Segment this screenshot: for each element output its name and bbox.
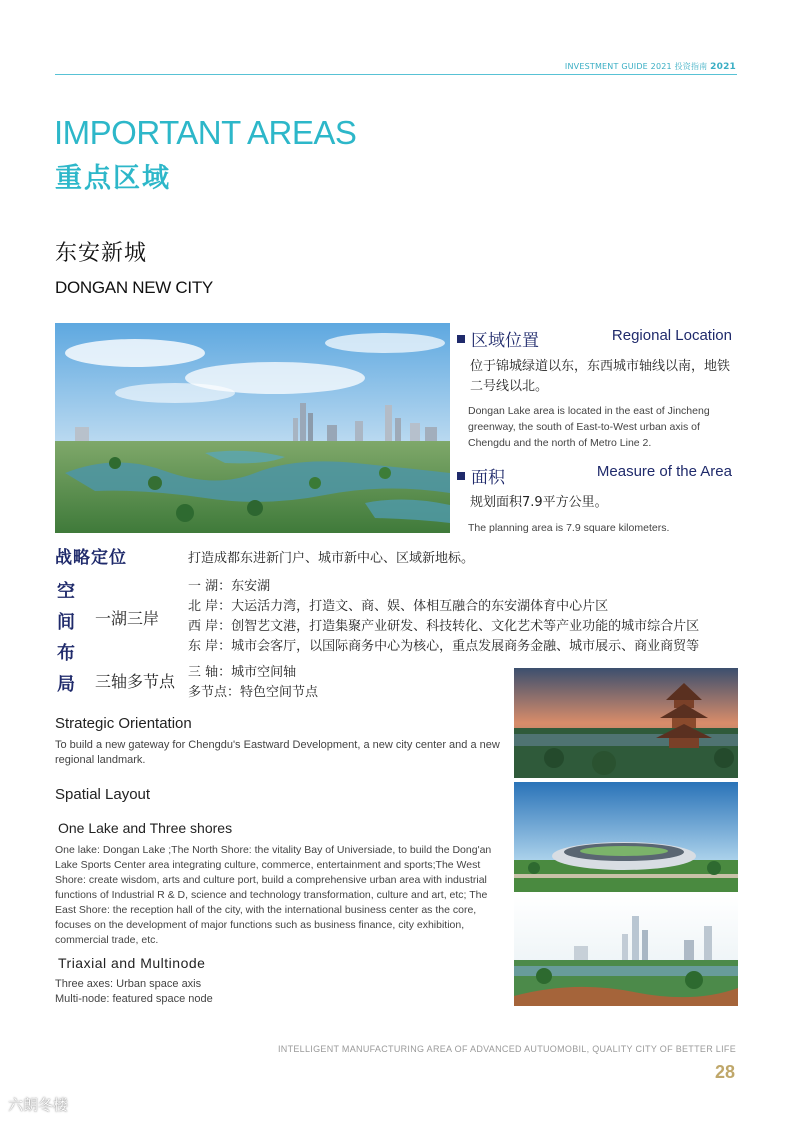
header-divider	[55, 74, 737, 75]
page-title-en: IMPORTANT AREAS	[54, 114, 357, 151]
area-heading-en: Measure of the Area	[596, 463, 732, 480]
lake-text-en: One lake: Dongan Lake ;The North Shore: the vitality Bay of Universiade, to build the Dong'an Lake Sports Center area integrating culture, commerce, entertainment and sports;The West Shore: create wisdom, arts and culture port, build a comprehensive urban area with industrial functions of Industrial R & D, science and technology transformation, culture and art, etc; The East Shore: the reception hall of the city, with the international business center as the core, focuses on the development of major functions such as business finance, city exhibition, commercial trade, etc.	[55, 844, 492, 946]
area-heading-cn: 面积	[471, 468, 505, 488]
watermark	[8, 1094, 68, 1115]
area-en-text: The planning area is 7.9 square kilometers.	[468, 522, 670, 534]
triaxial-line2-en: Multi-node: featured space node	[55, 993, 213, 1005]
strategic-heading-en: Strategic Orientation	[55, 715, 192, 732]
watermark-text: 六朗冬楼	[8, 1096, 69, 1114]
lake-heading-en: One Lake and Three shores	[58, 820, 233, 836]
triaxial-heading-en: Triaxial and Multinode	[58, 955, 206, 971]
page-number: 28	[714, 1062, 735, 1082]
header-guide-text: INVESTMENT GUIDE 2021 投资指南	[564, 62, 708, 71]
bullet-square-icon	[457, 335, 465, 343]
spatial-layout-vertical-label	[57, 576, 77, 700]
layout-line: 北 岸：大运活力湾，打造文、商、娱、体相互融合的东安湖体育中心片区	[188, 599, 609, 614]
group2-lines	[188, 663, 318, 703]
strategic-text-cn: 打造成都东进新门户、城市新中心、区域新地标。	[188, 551, 475, 566]
aerial-city-photo	[55, 323, 450, 533]
regional-location-en-text: Dongan Lake area is located in the east of Jincheng greenway, the south of East-to-West urban axis of Chengdu and the north of Metro Line 2.	[468, 405, 710, 449]
spatial-heading-en: Spatial Layout	[55, 786, 151, 803]
area-heading	[457, 463, 505, 488]
bullet-square-icon	[457, 472, 465, 480]
regional-location-heading	[457, 326, 539, 351]
group1-lines	[188, 577, 699, 657]
area-cn-text: 规划面积7.9平方公里。	[470, 495, 608, 510]
regional-location-heading-cn: 区域位置	[471, 331, 539, 351]
skyline-photo	[514, 896, 738, 1006]
strategic-text-en: To build a new gateway for Chengdu's Eastward Development, a new city center and a new regional landmark.	[55, 739, 500, 766]
section-title-cn: 东安新城	[55, 241, 148, 266]
pagoda-photo	[514, 668, 738, 778]
page-title-cn: 重点区域	[55, 163, 171, 194]
layout-line: 一 湖：东安湖	[188, 579, 271, 594]
layout-line: 三 轴：城市空间轴	[188, 665, 297, 680]
header-guide	[565, 61, 736, 72]
stadium-photo	[514, 782, 738, 892]
regional-location-cn-text: 位于锦城绿道以东，东西城市轴线以南，地铁二号线以北。	[470, 359, 731, 394]
layout-line: 西 岸：创智艺文港，打造集聚产业研发、科技转化、文化艺术等产业功能的城市综合片区	[188, 619, 700, 634]
group1-label: 一湖三岸	[95, 609, 160, 628]
triaxial-line1-en: Three axes: Urban space axis	[55, 978, 202, 990]
regional-location-heading-en: Regional Location	[611, 327, 732, 344]
header-year: 2021	[710, 62, 736, 72]
vertical-char: 空	[57, 581, 75, 602]
vertical-char: 间	[57, 612, 75, 633]
strategic-label-cn: 战略定位	[55, 548, 127, 568]
section-title-en: DONGAN NEW CITY	[55, 278, 213, 297]
group2-label: 三轴多节点	[95, 672, 176, 691]
footer-tagline: INTELLIGENT MANUFACTURING AREA OF ADVANCED AUTUOMOBIL, QUALITY CITY OF BETTER LIFE	[277, 1044, 736, 1054]
vertical-char: 局	[57, 674, 75, 695]
layout-line: 东 岸：城市会客厅，以国际商务中心为核心，重点发展商务金融、城市展示、商业商贸等	[188, 639, 700, 654]
vertical-char: 布	[57, 643, 75, 664]
layout-line: 多节点：特色空间节点	[188, 685, 319, 700]
